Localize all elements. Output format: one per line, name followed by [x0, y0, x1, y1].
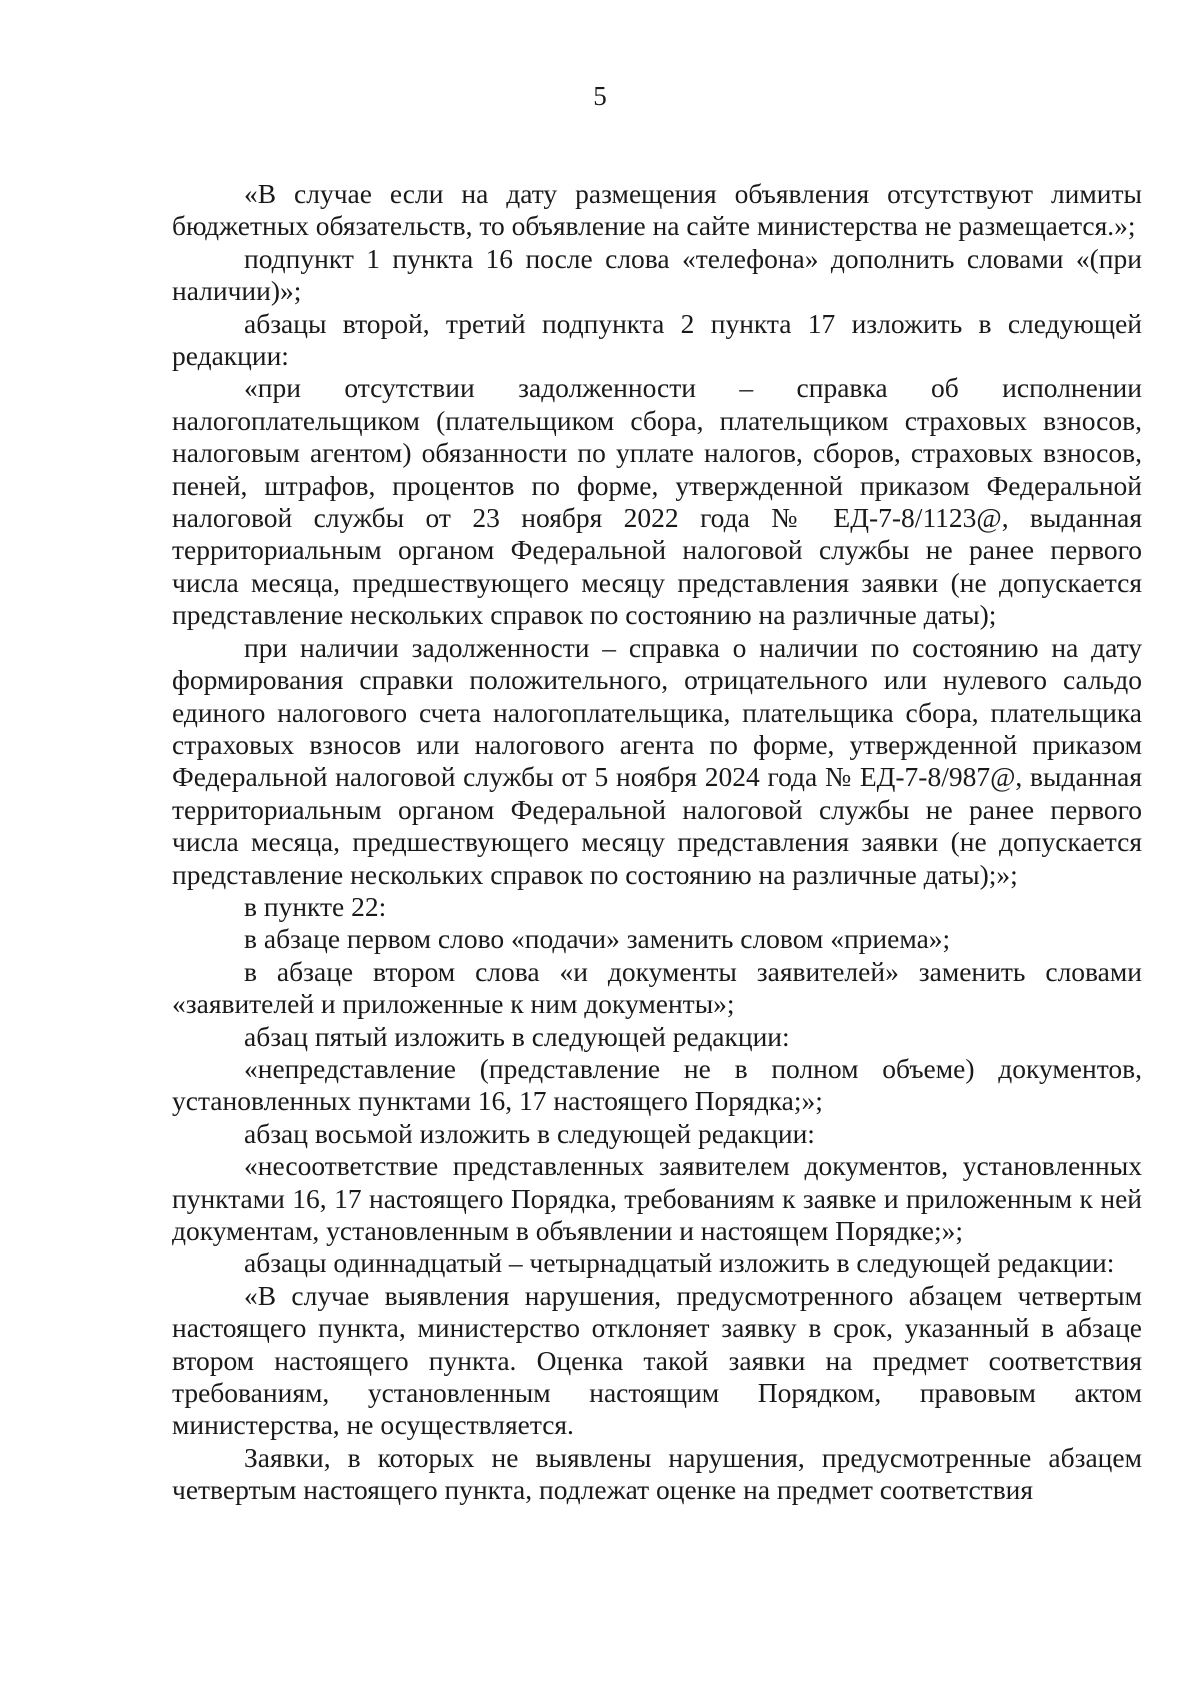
- paragraph-eleventh-fourteenth: абзацы одиннадцатый – четырнадцатый изложить в следующей редакции:: [244, 1247, 1115, 1279]
- paragraph-applications-evaluation: Заявки, в которых не выявлены нарушения, предусмотренные абзацем четвертым настоящего пункта, подлежат оценке на предмет соответствия: [172, 1441, 1142, 1506]
- paragraph-subpoint-16: подпункт 1 пункта 16 после слова «телефона» дополнить словами «(при наличии)»;: [172, 242, 1142, 307]
- paragraph-subpoint-17: абзацы второй, третий подпункта 2 пункта 17 изложить в следующей редакции:: [172, 307, 1142, 372]
- paragraph-second-abzac: в абзаце втором слова «и документы заявителей» заменить словами «заявителей и приложенные к ним документы»;: [172, 955, 1142, 1020]
- paragraph-non-compliance: «несоответствие представленных заявителем документов, установленных пунктами 16, 17 настоящего Порядка, требованиям к заявке и приложенным к ней документам, установленным в объявлении и настоящем Порядке;»;: [172, 1150, 1142, 1246]
- paragraph-limits-absence: «В случае если на дату размещения объявления отсутствуют лимиты бюджетных обязательств, то объявление на сайте министерства не размещается.»;: [172, 178, 1142, 242]
- paragraph-non-submission: «непредставление (представление не в полном объеме) документов, установленных пунктами 16, 17 настоящего Порядка;»;: [172, 1052, 1142, 1117]
- paragraph-debt-certificate: при наличии задолженности – справка о наличии по состоянию на дату формирования справки положительного, отрицательного или нулевого сальдо единого налогового счета налогоплательщика, плательщика сбора, плательщика страховых взносов или налогового агента по форме, утвержденной приказом Федеральной налоговой службы от 5 ноября 2024 года № ЕД-7-8/987@, выданная территориальным органом Федеральной налоговой службы не ранее первого числа месяца, предшествующего месяцу представления заявки (не допускается представление нескольких справок по состоянию на различные даты);»;: [172, 631, 1142, 890]
- paragraph-first-abzac: в абзаце первом слово «подачи» заменить словом «приема»;: [244, 923, 951, 955]
- paragraph-violation-detected: «В случае выявления нарушения, предусмотренного абзацем четвертым настоящего пункта, министерство отклоняет заявку в срок, указанный в абзаце втором настоящего пункта. Оценка такой заявки на предмет соответствия требованиям, установленным настоящим Порядком, правовым актом министерства, не осуществляется.: [172, 1279, 1142, 1441]
- paragraph-eighth-abzac: абзац восьмой изложить в следующей редакции:: [244, 1117, 815, 1149]
- paragraph-point-22: в пункте 22:: [244, 890, 387, 922]
- document-body: [172, 178, 1142, 1507]
- paragraph-no-debt-certificate: «при отсутствии задолженности – справка об исполнении налогоплательщиком (плательщиком сбора, плательщиком страховых взносов, налоговым агентом) обязанности по уплате налогов, сборов, страховых взносов, пеней, штрафов, процентов по форме, утвержденной приказом Федеральной налоговой службы от 23 ноября 2022 года № ЕД-7-8/1123@, выданная территориальным органом Федеральной налоговой службы не ранее первого числа месяца, предшествующего месяцу представления заявки (не допускается представление нескольких справок по состоянию на различные даты);: [172, 372, 1142, 631]
- paragraph-fifth-abzac: абзац пятый изложить в следующей редакции:: [244, 1020, 790, 1052]
- page-number: 5: [593, 81, 607, 111]
